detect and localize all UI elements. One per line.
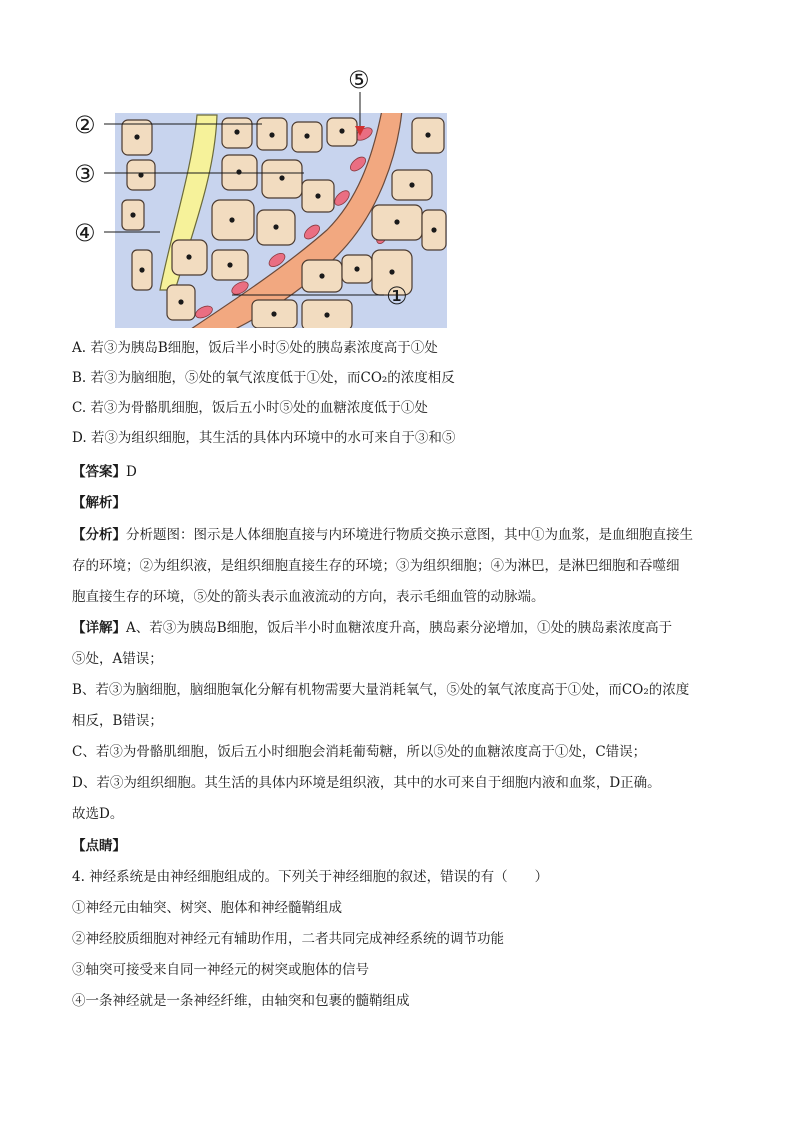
- analysis-line-3: 胞直接生存的环境，⑤处的箭头表示血液流动的方向，表示毛细血管的动脉端。: [72, 589, 545, 605]
- question-stem: 4. 神经系统是由神经细胞组成的。下列关于神经细胞的叙述，错误的有（ ）: [72, 869, 549, 885]
- jiexi-heading: 【解析】: [72, 495, 126, 511]
- option-d: D. 若③为组织细胞，其生活的具体内环境中的水可来自于③和⑤: [72, 430, 456, 446]
- answer-value: D: [126, 464, 137, 480]
- detail-line-2: ⑤处，A错误；: [72, 651, 163, 667]
- question-item-4: ④一条神经就是一条神经纤维，由轴突和包裹的髓鞘组成: [72, 993, 410, 1009]
- detail-line-4: 相反，B错误；: [72, 713, 163, 729]
- option-c: C. 若③为骨骼肌细胞，饭后五小时⑤处的血糖浓度低于①处: [72, 400, 428, 416]
- detail-tag: 【详解】: [72, 620, 126, 636]
- analysis-text-1: 分析题图：图示是人体细胞直接与内环境进行物质交换示意图，其中①为血浆，是血细胞直接生: [126, 527, 693, 543]
- detail-line-1: [72, 618, 732, 638]
- option-a: A. 若③为胰岛B细胞，饭后半小时⑤处的胰岛素浓度高于①处: [72, 340, 438, 356]
- question-item-2: ②神经胶质细胞对神经元有辅助作用，二者共同完成神经系统的调节功能: [72, 931, 504, 947]
- label-3: ③: [74, 160, 96, 188]
- analysis-tag: 【分析】: [72, 527, 126, 543]
- detail-line-6: D、若③为组织细胞。其生活的具体内环境是组织液，其中的水可来自于细胞内液和血浆，D正确。: [72, 775, 661, 791]
- label-1: ①: [386, 282, 408, 310]
- detail-text-1: A、若③为胰岛B细胞，饭后半小时血糖浓度升高，胰岛素分泌增加，①处的胰岛素浓度高于: [126, 620, 673, 636]
- detail-line-7: 故选D。: [72, 806, 124, 822]
- label-4: ④: [74, 219, 96, 247]
- label-5: ⑤: [348, 66, 370, 94]
- tissue-diagram: [72, 60, 452, 330]
- analysis-line-2: 存的环境；②为组织液，是组织细胞直接生存的环境；③为组织细胞；④为淋巴，是淋巴细胞和吞噬细: [72, 558, 680, 574]
- label-2: ②: [74, 111, 96, 139]
- option-b: B. 若③为脑细胞，⑤处的氧气浓度低于①处，而CO₂的浓度相反: [72, 370, 455, 386]
- dianjing-heading: 【点睛】: [72, 838, 126, 854]
- analysis-line-1: [72, 525, 732, 545]
- answer-line: [72, 462, 732, 482]
- detail-line-5: C、若③为骨骼肌细胞，饭后五小时细胞会消耗葡萄糖，所以⑤处的血糖浓度高于①处，C错误；: [72, 744, 647, 760]
- answer-tag: 【答案】: [72, 464, 126, 480]
- question-item-3: ③轴突可接受来自同一神经元的树突或胞体的信号: [72, 962, 369, 978]
- question-item-1: ①神经元由轴突、树突、胞体和神经髓鞘组成: [72, 900, 342, 916]
- detail-line-3: B、若③为脑细胞，脑细胞氧化分解有机物需要大量消耗氧气，⑤处的氧气浓度高于①处，而CO₂的浓度: [72, 682, 690, 698]
